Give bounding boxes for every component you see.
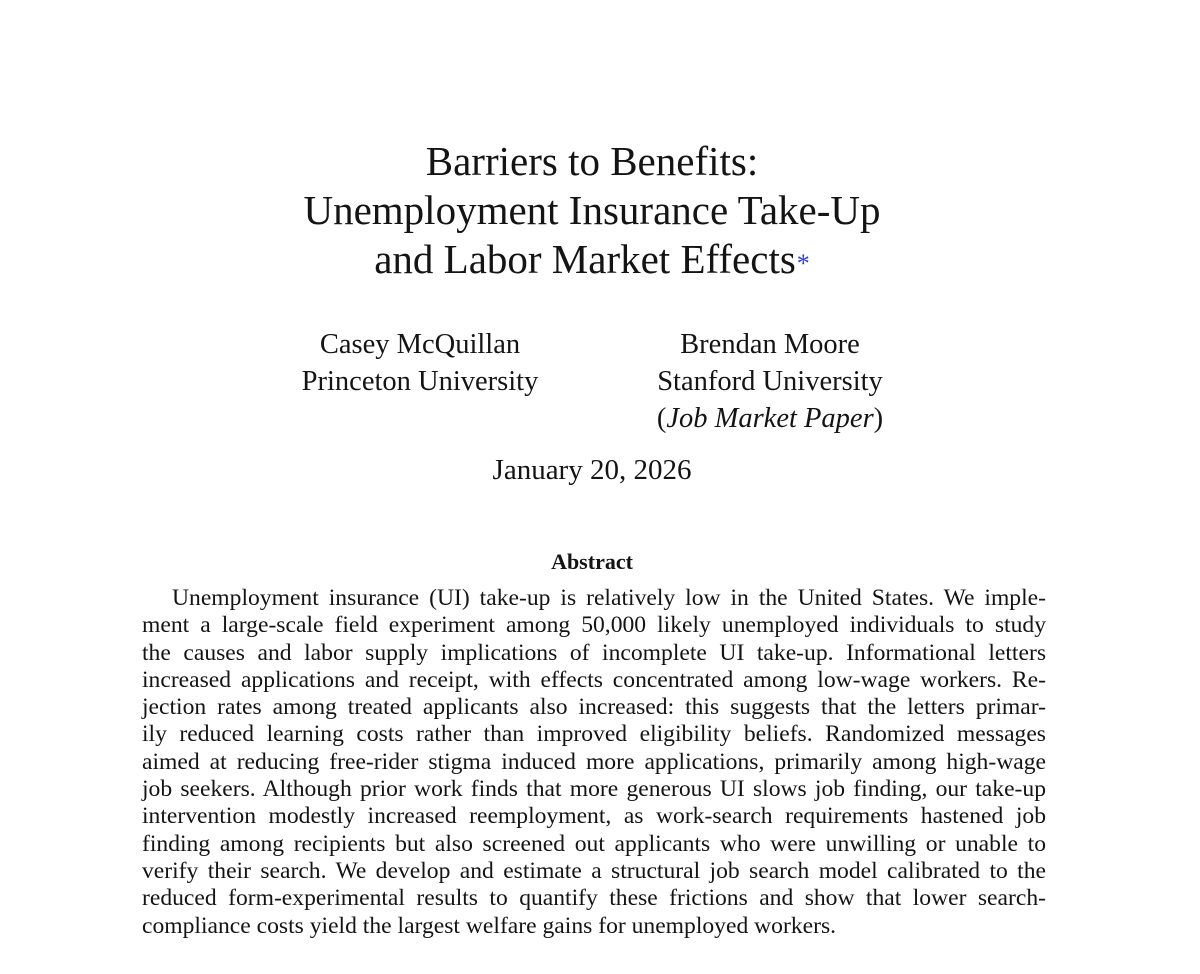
abstract-line: Unemployment insurance (UI) take-up is relatively low in the United States. We imple-	[172, 585, 1046, 611]
abstract-line: the causes and labor supply implications of incomplete UI take-up. Informational letters	[142, 639, 1046, 666]
abstract-line: ily reduced learning costs rather than improved eligibility beliefs. Randomized messages	[142, 721, 1046, 748]
author-affiliation: Stanford University	[657, 366, 883, 397]
abstract-line: finding among recipients but also screened out applicants who were unwilling or unable to	[142, 830, 1046, 857]
author-block-1	[250, 326, 590, 400]
abstract-line: verify their search. We develop and estimate a structural job search model calibrated to the	[142, 857, 1046, 884]
title-line-last	[0, 235, 1184, 284]
author-note-open: (	[656, 403, 667, 434]
author-affiliation: Princeton University	[301, 366, 539, 397]
abstract-line: increased applications and receipt, with effects concentrated among low-wage workers. Re-	[142, 666, 1046, 693]
paper-title	[0, 137, 1184, 284]
author-name: Casey McQuillan	[319, 329, 521, 360]
abstract-line: aimed at reducing free-rider stigma induced more applications, primarily among high-wage	[142, 748, 1046, 775]
author-note-text: Job Market Paper	[666, 403, 874, 434]
title-line: Barriers to Benefits:	[425, 138, 759, 184]
title-footnote-link[interactable]: *	[796, 249, 810, 278]
author-name: Brendan Moore	[680, 329, 860, 360]
paper-date: January 20, 2026	[492, 454, 692, 486]
author-note-close: )	[873, 403, 884, 434]
title-line: Unemployment Insurance Take-Up	[303, 187, 881, 233]
author-block-2	[600, 326, 940, 437]
abstract-line: jection rates among treated applicants also increased: this suggests that the letters primar-	[142, 694, 1046, 721]
abstract-line: ment a large-scale field experiment among 50,000 likely unemployed individuals to study	[142, 612, 1046, 639]
abstract-line: reduced form-experimental results to quantify these frictions and show that lower search-	[142, 885, 1046, 912]
abstract-line: intervention modestly increased reemployment, as work-search requirements hastened job	[142, 803, 1046, 830]
abstract-body	[142, 585, 1046, 940]
abstract-heading: Abstract	[551, 549, 633, 574]
author-note	[600, 400, 940, 437]
title-line-text: and Labor Market Effects	[374, 236, 796, 282]
abstract-line: compliance costs yield the largest welfare gains for unemployed workers.	[142, 912, 837, 939]
abstract-line: job seekers. Although prior work finds that more generous UI slows job finding, our take-up	[142, 776, 1046, 803]
